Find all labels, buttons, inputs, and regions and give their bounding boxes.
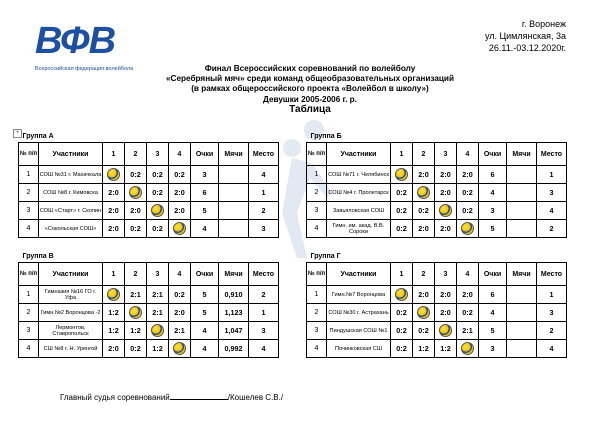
row-number: 2 xyxy=(19,304,39,322)
table-row xyxy=(307,184,567,202)
match-score: 2:0 xyxy=(169,304,191,322)
points-cell: 5 xyxy=(191,304,219,322)
column-header-c2: 2 xyxy=(413,143,435,166)
match-score: 2:0 xyxy=(413,166,435,184)
volleyball-icon xyxy=(129,306,142,319)
column-header-c4: 4 xyxy=(169,143,191,166)
column-header-points: Очки xyxy=(191,263,219,286)
address: ул. Цимлянская, 3а xyxy=(484,31,566,41)
balls-cell xyxy=(219,184,249,202)
place-cell: 2 xyxy=(537,322,567,340)
team-name: Пиндушская СОШ №1 xyxy=(327,322,391,340)
points-cell: 6 xyxy=(479,166,507,184)
logo-subtitle: Всероссийская федерация волейбола xyxy=(35,66,134,72)
row-number: 1 xyxy=(307,286,327,304)
title-line-2: «Серебряный мяч» среди команд общеобразовательных организаций xyxy=(166,74,454,84)
volleyball-icon xyxy=(173,222,186,235)
place-cell: 2 xyxy=(249,202,279,220)
team-name: Завьяловская СОШ xyxy=(327,202,391,220)
team-name: Гимназия №16 ГО г. Уфа xyxy=(39,286,103,304)
city: г. Воронеж xyxy=(521,19,566,29)
balls-cell xyxy=(507,322,537,340)
match-score: 2:0 xyxy=(169,202,191,220)
balls-cell xyxy=(507,202,537,220)
team-name: СОШ №31 г. Махачкала xyxy=(39,166,103,184)
volleyball-icon xyxy=(413,184,435,202)
match-score: 1:2 xyxy=(103,322,125,340)
place-cell: 4 xyxy=(537,202,567,220)
balls-cell xyxy=(507,340,537,358)
balls-cell xyxy=(219,202,249,220)
row-number: 4 xyxy=(19,340,39,358)
table-row xyxy=(307,322,567,340)
row-number: 3 xyxy=(307,202,327,220)
match-score: 2:1 xyxy=(125,286,147,304)
volleyball-icon xyxy=(391,286,413,304)
column-header-c4: 4 xyxy=(169,263,191,286)
column-header-balls: Мячи xyxy=(219,143,249,166)
match-score: 0:2 xyxy=(391,340,413,358)
table-row xyxy=(19,166,279,184)
balls-cell xyxy=(507,286,537,304)
column-header-c1: 1 xyxy=(391,263,413,286)
balls-cell xyxy=(219,220,249,238)
volleyball-icon xyxy=(461,342,474,355)
points-cell: 4 xyxy=(191,322,219,340)
match-score: 2:0 xyxy=(125,202,147,220)
row-number: 2 xyxy=(307,184,327,202)
volleyball-icon xyxy=(125,184,147,202)
judge-signature-line xyxy=(60,391,283,402)
column-header-num: № п/п xyxy=(19,263,39,286)
volleyball-icon xyxy=(417,186,430,199)
match-score: 2:0 xyxy=(435,184,457,202)
place-cell: 1 xyxy=(249,304,279,322)
place-cell: 1 xyxy=(537,286,567,304)
volleyball-icon xyxy=(395,288,408,301)
volleyball-icon xyxy=(435,202,457,220)
volleyball-icon xyxy=(173,342,186,355)
match-score: 1:2 xyxy=(435,340,457,358)
volleyball-icon xyxy=(439,204,452,217)
balls-cell: 0,992 xyxy=(219,340,249,358)
match-score: 0:2 xyxy=(413,202,435,220)
column-header-points: Очки xyxy=(191,143,219,166)
row-number: 2 xyxy=(307,304,327,322)
column-header-points: Очки xyxy=(479,263,507,286)
volleyball-icon xyxy=(103,286,125,304)
points-cell: 5 xyxy=(191,286,219,304)
table-row xyxy=(307,220,567,238)
column-header-team: Участники xyxy=(327,263,391,286)
row-number: 1 xyxy=(307,166,327,184)
column-header-c2: 2 xyxy=(125,263,147,286)
group-label: Группа В xyxy=(22,252,54,260)
match-score: 2:0 xyxy=(457,286,479,304)
points-cell: 4 xyxy=(191,220,219,238)
row-number: 4 xyxy=(19,220,39,238)
match-score: 0:2 xyxy=(147,166,169,184)
place-cell: 2 xyxy=(249,286,279,304)
match-score: 2:0 xyxy=(169,184,191,202)
match-score: 2:0 xyxy=(103,184,125,202)
title-line-4: Девушки 2005-2006 г. р. xyxy=(263,94,357,104)
column-header-num: № п/п xyxy=(19,143,39,166)
table-row xyxy=(307,286,567,304)
match-score: 0:2 xyxy=(391,322,413,340)
team-name: Лермонтов, Ставропольск xyxy=(39,322,103,340)
balls-cell xyxy=(507,304,537,322)
group-label: Группа Б xyxy=(310,132,342,140)
match-score: 2:1 xyxy=(457,322,479,340)
title-line-1: Финал Всероссийских соревнований по волейболу xyxy=(204,64,416,73)
place-cell: 4 xyxy=(249,166,279,184)
column-header-c3: 3 xyxy=(435,263,457,286)
column-header-place: Место xyxy=(249,143,279,166)
team-name: СШ №8 г. Н. Уренгой xyxy=(39,340,103,358)
balls-cell: 1,123 xyxy=(219,304,249,322)
match-score: 0:2 xyxy=(169,286,191,304)
volleyball-icon xyxy=(435,322,457,340)
team-name: Гимн.№2 Воронцова -2 xyxy=(39,304,103,322)
volleyball-icon xyxy=(169,220,191,238)
match-score: 0:2 xyxy=(125,220,147,238)
match-score: 2:0 xyxy=(435,286,457,304)
column-header-balls: Мячи xyxy=(507,143,537,166)
volleyball-icon xyxy=(457,340,479,358)
match-score: 0:2 xyxy=(147,184,169,202)
volleyball-icon xyxy=(413,304,435,322)
volleyball-icon xyxy=(151,324,164,337)
match-score: 2:0 xyxy=(103,220,125,238)
place-cell: 3 xyxy=(249,220,279,238)
column-header-num: № п/п xyxy=(307,143,327,166)
match-score: 0:2 xyxy=(457,184,479,202)
points-cell: 4 xyxy=(191,340,219,358)
match-score: 0:2 xyxy=(169,166,191,184)
place-cell: 3 xyxy=(249,322,279,340)
volleyball-icon xyxy=(417,306,430,319)
column-header-num: № п/п xyxy=(307,263,327,286)
title-line-5: Таблица xyxy=(289,103,331,115)
volleyball-icon xyxy=(461,222,474,235)
match-score: 2:0 xyxy=(413,220,435,238)
match-score: 0:2 xyxy=(391,184,413,202)
column-header-c3: 3 xyxy=(147,263,169,286)
balls-cell xyxy=(507,184,537,202)
match-score: 2:1 xyxy=(147,286,169,304)
venue-block xyxy=(485,18,566,54)
group-label: Группа Г xyxy=(310,252,341,260)
column-header-team: Участники xyxy=(39,263,103,286)
table-row xyxy=(19,286,279,304)
place-cell: 1 xyxy=(249,184,279,202)
column-header-c3: 3 xyxy=(147,143,169,166)
column-header-team: Участники xyxy=(39,143,103,166)
points-cell: 6 xyxy=(191,184,219,202)
volleyball-icon xyxy=(439,324,452,337)
row-number: 3 xyxy=(307,322,327,340)
balls-cell xyxy=(507,166,537,184)
volleyball-icon xyxy=(151,204,164,217)
match-score: 1:2 xyxy=(147,340,169,358)
team-name: Починковская СШ xyxy=(327,340,391,358)
row-number: 4 xyxy=(307,220,327,238)
team-name: Гимн. им. акад. В.В. Сороки xyxy=(327,220,391,238)
match-score: 0:2 xyxy=(413,322,435,340)
table-move-handle-icon[interactable]: + xyxy=(13,129,22,138)
volleyball-icon xyxy=(147,322,169,340)
signature-blank xyxy=(170,391,228,400)
match-score: 2:0 xyxy=(103,340,125,358)
table-row xyxy=(19,322,279,340)
volleyball-icon xyxy=(147,202,169,220)
team-name: СОШ №30 г. Астрахань xyxy=(327,304,391,322)
match-score: 0:2 xyxy=(125,340,147,358)
place-cell: 4 xyxy=(249,340,279,358)
volleyball-icon xyxy=(103,166,125,184)
vfv-logo xyxy=(35,14,165,74)
balls-cell xyxy=(219,166,249,184)
match-score: 0:2 xyxy=(147,220,169,238)
points-cell: 5 xyxy=(191,202,219,220)
group-table-2 xyxy=(306,130,567,238)
group-table-3 xyxy=(18,250,279,358)
column-header-balls: Мячи xyxy=(507,263,537,286)
match-score: 2:0 xyxy=(457,166,479,184)
column-header-c1: 1 xyxy=(103,263,125,286)
column-header-c1: 1 xyxy=(391,143,413,166)
balls-cell: 1,047 xyxy=(219,322,249,340)
team-name: «Сокольская СОШ» xyxy=(39,220,103,238)
group-table-4 xyxy=(306,250,567,358)
column-header-c2: 2 xyxy=(413,263,435,286)
match-score: 0:2 xyxy=(391,202,413,220)
match-score: 2:0 xyxy=(435,304,457,322)
points-cell: 4 xyxy=(479,184,507,202)
volleyball-icon xyxy=(391,166,413,184)
match-score: 0:2 xyxy=(457,202,479,220)
points-cell: 3 xyxy=(479,340,507,358)
table-row xyxy=(307,202,567,220)
column-header-c1: 1 xyxy=(103,143,125,166)
column-header-c4: 4 xyxy=(457,263,479,286)
points-cell: 6 xyxy=(479,286,507,304)
points-cell: 5 xyxy=(479,322,507,340)
team-name: СОШ №8 г. Кимовска xyxy=(39,184,103,202)
column-header-place: Место xyxy=(249,263,279,286)
match-score: 0:2 xyxy=(125,166,147,184)
row-number: 2 xyxy=(19,184,39,202)
place-cell: 3 xyxy=(537,304,567,322)
volleyball-icon xyxy=(129,186,142,199)
column-header-place: Место xyxy=(537,263,567,286)
match-score: 0:2 xyxy=(391,220,413,238)
judge-label: Главный судья соревнований xyxy=(60,393,170,402)
points-cell: 5 xyxy=(479,220,507,238)
row-number: 1 xyxy=(19,286,39,304)
column-header-c3: 3 xyxy=(435,143,457,166)
match-score: 1:2 xyxy=(413,340,435,358)
match-score: 0:2 xyxy=(391,304,413,322)
place-cell: 2 xyxy=(537,220,567,238)
group-label: Группа А xyxy=(22,132,54,140)
column-header-c2: 2 xyxy=(125,143,147,166)
logo-mark: ВФВ xyxy=(35,20,116,62)
match-score: 2:0 xyxy=(103,202,125,220)
match-score: 1:2 xyxy=(125,322,147,340)
match-score: 2:0 xyxy=(435,220,457,238)
team-name: СОШ «Старт» г. Скопин xyxy=(39,202,103,220)
column-header-place: Место xyxy=(537,143,567,166)
volleyball-icon xyxy=(125,304,147,322)
table-row xyxy=(19,202,279,220)
volleyball-icon xyxy=(169,340,191,358)
place-cell: 4 xyxy=(537,340,567,358)
match-score: 0:2 xyxy=(457,304,479,322)
group-table-1 xyxy=(18,130,279,238)
judge-name: /Кошелев С.В./ xyxy=(227,393,284,402)
match-score: 2:1 xyxy=(147,304,169,322)
table-row xyxy=(307,340,567,358)
row-number: 3 xyxy=(19,202,39,220)
table-row xyxy=(19,340,279,358)
table-row xyxy=(19,220,279,238)
points-cell: 3 xyxy=(479,202,507,220)
column-header-points: Очки xyxy=(479,143,507,166)
balls-cell xyxy=(507,220,537,238)
volleyball-icon xyxy=(395,168,408,181)
column-header-team: Участники xyxy=(327,143,391,166)
points-cell: 4 xyxy=(479,304,507,322)
dates: 26.11.-03.12.2020г. xyxy=(488,43,566,53)
match-score: 2:0 xyxy=(413,286,435,304)
match-score: 1:2 xyxy=(103,304,125,322)
team-name: СОШ №71 г. Челябинск xyxy=(327,166,391,184)
column-header-balls: Мячи xyxy=(219,263,249,286)
row-number: 3 xyxy=(19,322,39,340)
place-cell: 3 xyxy=(537,184,567,202)
volleyball-icon xyxy=(107,168,120,181)
title-line-3: (в рамках общероссийского проекта «Волейбол в школу») xyxy=(191,84,429,94)
place-cell: 1 xyxy=(537,166,567,184)
document-title xyxy=(150,64,470,115)
row-number: 4 xyxy=(307,340,327,358)
table-row xyxy=(19,304,279,322)
table-row xyxy=(307,304,567,322)
table-row xyxy=(307,166,567,184)
balls-cell: 0,910 xyxy=(219,286,249,304)
match-score: 2:0 xyxy=(435,166,457,184)
match-score: 2:1 xyxy=(169,322,191,340)
column-header-c4: 4 xyxy=(457,143,479,166)
team-name: СОШ №4 г. Пролетарск xyxy=(327,184,391,202)
row-number: 1 xyxy=(19,166,39,184)
volleyball-icon xyxy=(107,288,120,301)
table-row xyxy=(19,184,279,202)
team-name: Гимн.№7 Воронцова xyxy=(327,286,391,304)
points-cell: 3 xyxy=(191,166,219,184)
volleyball-icon xyxy=(457,220,479,238)
